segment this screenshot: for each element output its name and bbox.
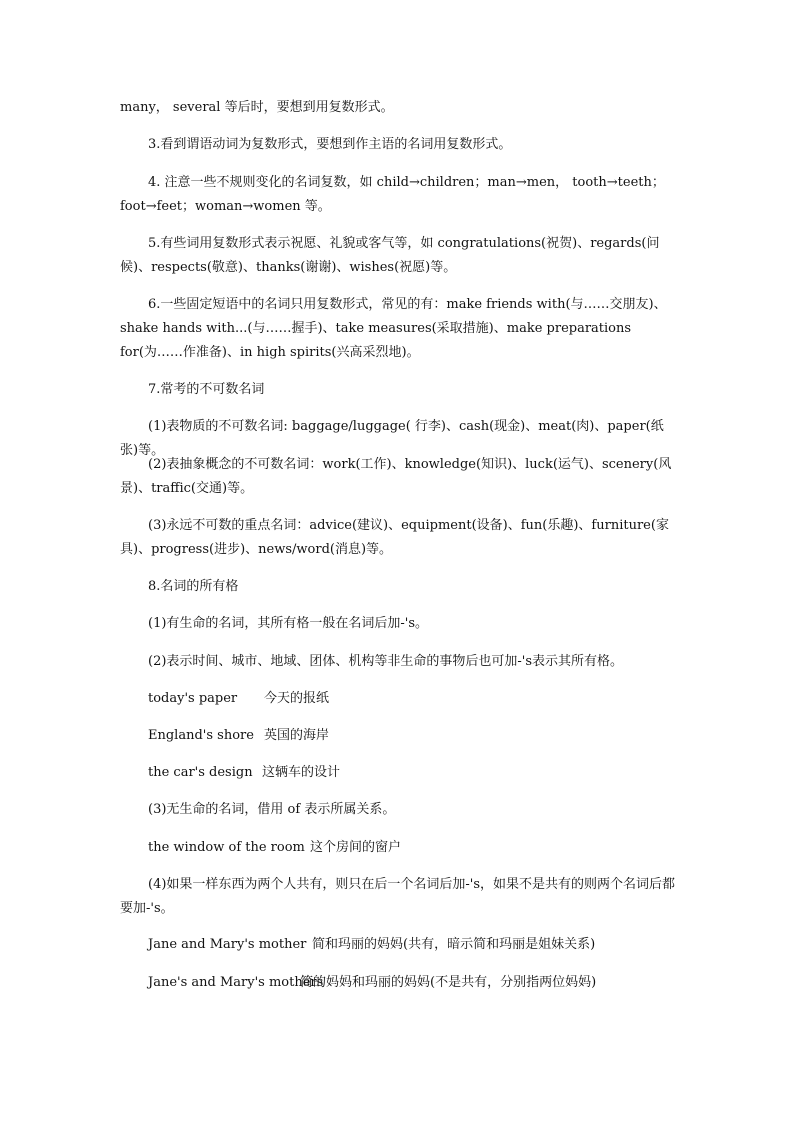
example-chinese: 英国的海岸 <box>264 728 330 743</box>
example-chinese: 今天的报纸 <box>264 691 330 706</box>
document-page: many， several 等后时，要想到用复数形式。 3.看到谓语动词为复数形式，要想到作主语的名词用复数形式。 4. 注意一些不规则变化的名词复数，如 child→children；man→men， tooth→teeth；foot→feet；woman→women 等。 5.有些词用复数形式表示祝愿、礼貌或客气等，如 congratulations(祝贺)、regards(问候)、respects(敬意)、thanks(谢谢)、wishes(祝愿)等。 6.一些固定短语中的名词只用复数形式，常见的有：make friends with(与……交朋友)、shake hands with...(与……握手)、take measures(采取措施)、make preparations for(为……作准备)、in high spirits(兴高采烈地)。 7.常考的不可数名词 (1)表物质的不可数名词: baggage/luggage( 行李)、cash(现金)、meat(肉)、paper(纸张)等。 (2)表抽象概念的不可数名词：work(工作)、knowledge(知识)、luck(运气)、scenery(风景)、traffic(交通)等。 (3)永远不可数的重点名词：advice(建议)、equipment(设备)、fun(乐趣)、furniture(家具)、progress(进步)、news/word(消息)等。 8.名词的所有格 (1)有生命的名词，其所有格一般在名词后加-'s。 (2)表示时间、城市、地域、团体、机构等非生命的事物后也可加-'s表示其所有格。 today's paper 今天的报纸 England's shore 英国的海岸 the car's design 这辆车的设计 (3)无生命的名词，借用 of 表示所属关系。 the window of the room 这个房间的窗户 (4)如果一样东西为两个人共有，则只在后一个名词后加-'s，如果不是共有的则两个名词后都要加-'s。 Jane and Mary's mother 简和玛丽的妈妈(共有，暗示简和玛丽是姐妹关系) Jane's and Mary's mothers 简的妈妈和玛丽的妈妈(不是共有，分别指两位妈妈) <box>0 0 794 1123</box>
paragraph-rule-6: 6.一些固定短语中的名词只用复数形式，常见的有：make friends with(与……交朋友)、shake hands with...(与……握手)、take measures(采取措施)、make preparations for(为……作准备)、in high spirits(兴高采烈地)。 <box>120 297 667 360</box>
paragraph-rule-5: 5.有些词用复数形式表示祝愿、礼貌或客气等，如 congratulations(祝贺)、regards(问候)、respects(敬意)、thanks(谢谢)、wishes(祝愿)等。 <box>120 236 660 275</box>
paragraph-possessive-of: (3)无生命的名词，借用 of 表示所属关系。 <box>148 802 396 817</box>
example-chinese: 简的妈妈和玛丽的妈妈(不是共有，分别指两位妈妈) <box>300 975 597 990</box>
paragraph-possessive-joint: (4)如果一样东西为两个人共有，则只在后一个名词后加-'s，如果不是共有的则两个名词后都要加-'s。 <box>120 877 676 916</box>
example-chinese: 这辆车的设计 <box>262 765 341 780</box>
paragraph-uncountable-abstract: (2)表抽象概念的不可数名词：work(工作)、knowledge(知识)、luck(运气)、scenery(风景)、traffic(交通)等。 <box>120 457 672 496</box>
paragraph-uncountable-always: (3)永远不可数的重点名词：advice(建议)、equipment(设备)、fun(乐趣)、furniture(家具)、progress(进步)、news/word(消息)等。 <box>120 518 669 557</box>
section-heading-possessive: 8.名词的所有格 <box>148 579 239 594</box>
paragraph-rule-3: 3.看到谓语动词为复数形式，要想到作主语的名词用复数形式。 <box>148 137 512 152</box>
example-chinese: 这个房间的窗户 <box>310 840 402 855</box>
paragraph-rule-4: 4. 注意一些不规则变化的名词复数，如 child→children；man→men， tooth→teeth；foot→feet；woman→women 等。 <box>120 175 665 214</box>
paragraph-uncountable-material: (1)表物质的不可数名词: baggage/luggage( 行李)、cash(现金)、meat(肉)、paper(纸张)等。 <box>120 419 664 458</box>
section-heading-uncountable: 7.常考的不可数名词 <box>148 382 265 397</box>
paragraph-possessive-inanimate: (2)表示时间、城市、地域、团体、机构等非生命的事物后也可加-'s表示其所有格。 <box>148 654 624 669</box>
paragraph-possessive-animate: (1)有生命的名词，其所有格一般在名词后加-'s。 <box>148 616 429 631</box>
example-chinese: 简和玛丽的妈妈(共有，暗示简和玛丽是姐妹关系) <box>312 937 596 952</box>
paragraph-plural-continuation: many， several 等后时，要想到用复数形式。 <box>120 100 394 115</box>
